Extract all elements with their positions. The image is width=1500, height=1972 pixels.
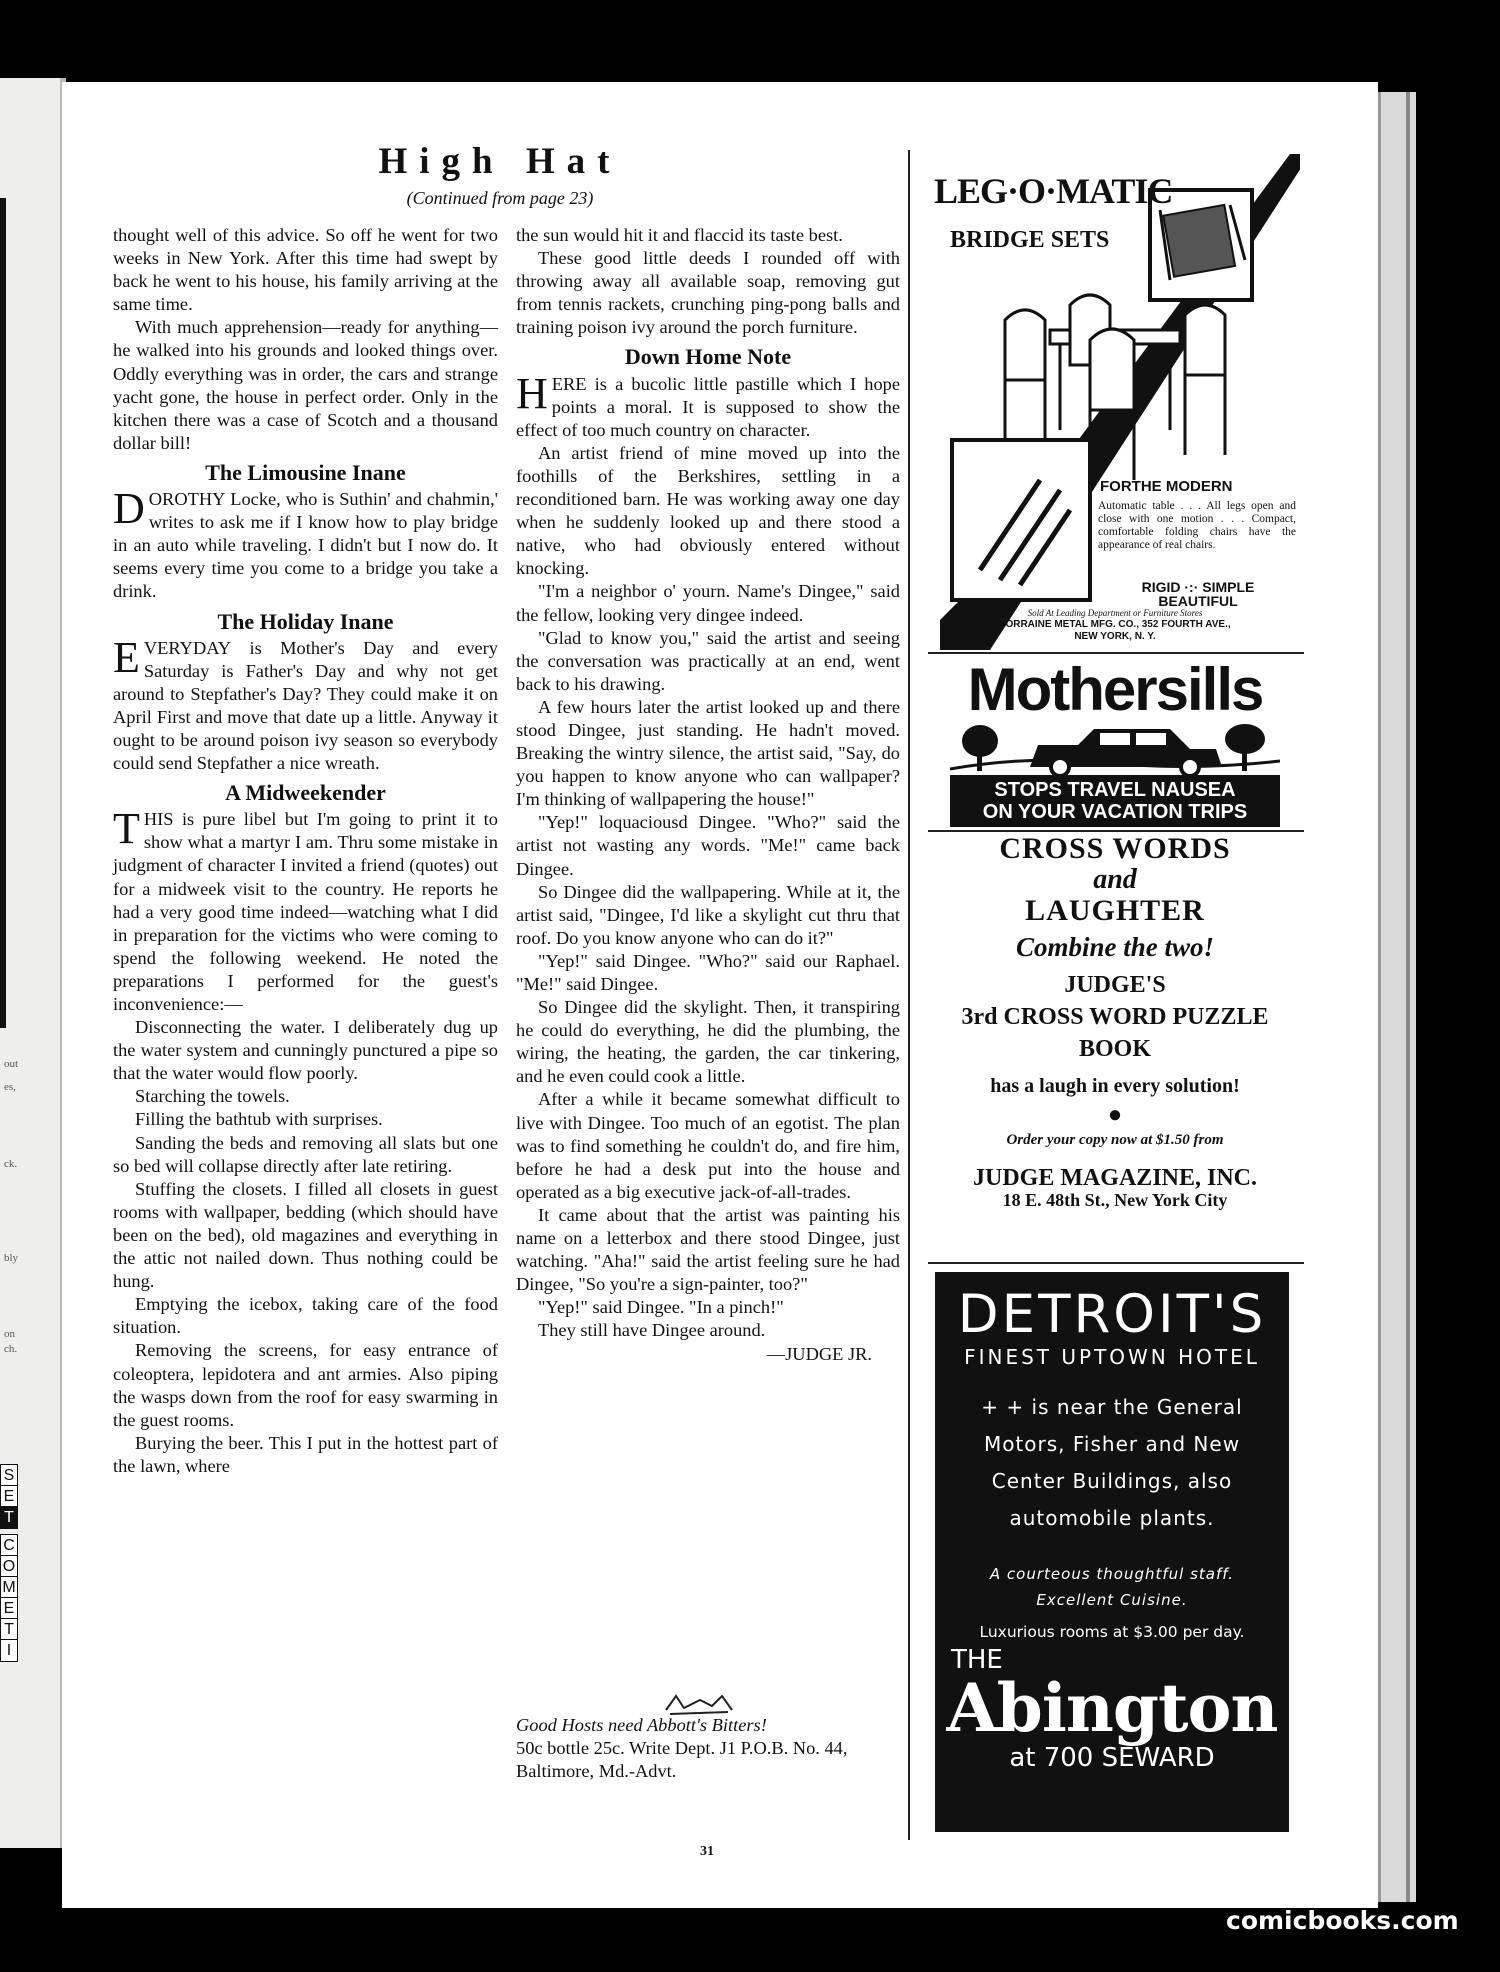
legomatic-brand: LEG·O·MATIC xyxy=(934,171,1173,211)
left-page-fragment: on xyxy=(4,1328,15,1340)
publisher-address: 18 E. 48th St., New York City xyxy=(1002,1190,1228,1210)
abington-hotel-ad xyxy=(935,1272,1289,1832)
location-line: + + is near the General xyxy=(981,1395,1243,1419)
comet-letter: E xyxy=(0,1597,18,1620)
left-page-fragment: bly xyxy=(4,1252,19,1264)
left-page-fragment: ch. xyxy=(4,1343,18,1355)
small-caps-lead: OROTHY xyxy=(148,489,226,510)
drop-cap: H xyxy=(516,368,548,418)
section-heading: The Holiday Inane xyxy=(217,608,394,634)
tagline-line: RIGID ·:· SIMPLE xyxy=(1141,579,1255,595)
book-title-line: JUDGE'S xyxy=(1064,972,1166,998)
set-letter: E xyxy=(0,1485,18,1508)
maker-city: NEW YORK, N. Y. xyxy=(1074,631,1156,642)
article-column-1 xyxy=(113,224,498,1478)
paragraph: "I'm a neighbor o' yourn. Name's Dingee," said the fellow, looking very dingee indeed. xyxy=(516,581,900,625)
service-line: A courteous thoughtful staff. xyxy=(989,1565,1235,1583)
left-page-fragment: ck. xyxy=(4,1158,18,1170)
article-title: High Hat xyxy=(378,141,622,182)
paragraph: They still have Dingee around. xyxy=(538,1320,766,1341)
paragraph: thought well of this advice. So off he went for two weeks in New York. After this time had swept by back he went to his house, his family arriving at the same time. xyxy=(113,225,498,315)
section-heading: The Limousine Inane xyxy=(205,459,406,485)
comet-letter: T xyxy=(0,1618,18,1641)
site-watermark: comicbooks.com xyxy=(1226,1906,1459,1935)
paragraph xyxy=(113,632,498,776)
left-page-fragment: out xyxy=(4,1058,19,1070)
tagline-line: STOPS TRAVEL NAUSEA xyxy=(994,779,1236,801)
set-letter: T xyxy=(0,1506,18,1529)
hotel-location xyxy=(935,1389,1289,1537)
mothersills-ad xyxy=(930,655,1300,830)
ad-claim: has a laugh in every solution! xyxy=(990,1075,1240,1097)
maker-line: LORRAINE METAL MFG. CO., 352 FOURTH AVE., xyxy=(999,619,1231,630)
hotel-headline: DETROIT'S xyxy=(957,1284,1267,1345)
bullet-icon: ● xyxy=(1107,1102,1123,1128)
legomatic-sold-at: Sold At Leading Department or Furniture Stores xyxy=(1027,608,1203,618)
paragraph: Disconnecting the water. I deliberately dug up the water system and cunningly punctured a pipe so that the water would flow poorly. xyxy=(113,1017,498,1084)
paragraph: These good little deeds I rounded off with throwing away all available soap, removing gut from tennis rackets, crunching ping-pong balls and training poison ivy around the porch furniture. xyxy=(516,248,900,338)
paragraph: It came about that the artist was painting his name on a letterbox and there stood Dingee, just watching. "Aha!" said the artist feeling sure he had Dingee, "So you're a sign-painter, too?" xyxy=(516,1204,900,1295)
car-illustration xyxy=(950,721,1280,777)
paragraph-text: Locke, who is Suthin' and chahmin,' writes to ask me if I know how to play bridge in an auto while traveling. I didn't but I now do. It seems every time you come to a bridge you take a drink. xyxy=(113,489,498,602)
paragraph: Filling the bathtub with surprises. xyxy=(135,1109,383,1130)
paragraph xyxy=(113,484,498,603)
drop-cap: D xyxy=(113,484,145,534)
column-divider xyxy=(908,150,910,1840)
legomatic-ad xyxy=(930,150,1300,650)
book-title-line: BOOK xyxy=(1078,1036,1151,1062)
paragraph: A few hours later the artist looked up and there stood Dingee, just standing. He hadn't moved. Breaking the wintry silence, the artist said, "Say, do you happen to know anyone who can wallpaper? I'm thinking of wallpapering the house!" xyxy=(516,696,900,810)
tagline-line: ON YOUR VACATION TRIPS xyxy=(982,801,1248,823)
paragraph: Sanding the beds and removing all slats but one so bed will collapse directly after late retiring. xyxy=(113,1132,498,1176)
judge-crossword-ad xyxy=(930,828,1300,1258)
service-line: Excellent Cuisine. xyxy=(1036,1591,1188,1609)
continued-note: (Continued from page 23) xyxy=(406,188,594,208)
hotel-subheadline: FINEST UPTOWN HOTEL xyxy=(964,1345,1260,1369)
hotel-name: Abington xyxy=(946,1669,1278,1747)
comet-letter: I xyxy=(0,1639,18,1662)
paragraph: Stuffing the closets. I filled all closets in guest rooms with wallpaper, bedding (which should have been on the bed), old magazines and everything in the attic not nailed down. Thus nothing could be hung. xyxy=(113,1178,498,1292)
paragraph: "Yep!" said Dingee. "Who?" said our Raphael. "Me!" said Dingee. xyxy=(516,950,900,994)
paragraph: Removing the screens, for easy entrance of coleoptera, lepidotera and ant armies. Also piping the wasps down from the roof for easy swarming in the guest rooms. xyxy=(113,1340,498,1430)
paragraph: So Dingee did the wallpapering. While at it, the artist said, "Dingee, I'd like a skylight cut thru that roof. Do you know anyone who can do it?" xyxy=(516,881,900,948)
paragraph: the sun would hit it and flaccid its taste best. xyxy=(516,225,843,245)
location-line: automobile plants. xyxy=(1009,1506,1215,1530)
hotel-service xyxy=(935,1561,1289,1613)
paragraph xyxy=(113,804,498,1016)
publisher-name: JUDGE MAGAZINE, INC. xyxy=(972,1165,1257,1191)
small-caps-lead: ERE xyxy=(551,373,587,394)
drop-cap: E xyxy=(113,632,140,682)
paragraph: Emptying the icebox, taking care of the food situation. xyxy=(113,1294,498,1338)
paragraph: "Yep!" said Dingee. "In a pinch!" xyxy=(538,1297,784,1318)
legomatic-maker xyxy=(930,619,1300,643)
comet-letter: C xyxy=(0,1534,18,1557)
paragraph-text: is a bucolic little pastille which I hope points a moral. It is supposed to show the effect of too much country on character. xyxy=(516,373,900,440)
legomatic-illustration xyxy=(930,150,1300,650)
left-page-dark-strip xyxy=(0,198,6,1028)
drop-cap: T xyxy=(113,804,140,854)
set-letter: S xyxy=(0,1464,18,1487)
hotel-rates: Luxurious rooms at $3.00 per day. xyxy=(979,1623,1245,1641)
location-line: Center Buildings, also xyxy=(991,1469,1233,1493)
legomatic-subtitle: BRIDGE SETS xyxy=(950,227,1110,253)
hand-drawn-doodle xyxy=(660,1690,740,1716)
small-caps-lead: HIS xyxy=(143,809,174,830)
paragraph: An artist friend of mine moved up into the foothills of the Berkshires, settling in a reconditioned barn. He was working away one day when he suddenly looked up and there stood a native, who had obviously entered without knocking. xyxy=(516,442,900,579)
paragraph: Starching the towels. xyxy=(135,1086,290,1107)
signature: —JUDGE JR. xyxy=(766,1343,872,1364)
paragraph: Burying the beer. This I put in the hottest part of the lawn, where xyxy=(113,1432,498,1476)
book-title-line: 3rd CROSS WORD PUZZLE xyxy=(961,1004,1269,1030)
paragraph: So Dingee did the skylight. Then, it transpiring he could do everything, he did the plumbing, the wiring, the heating, the garden, the car tinkering, and he even could cook a little. xyxy=(516,997,900,1087)
comet-letter: O xyxy=(0,1555,18,1578)
article-column-2 xyxy=(516,224,900,1366)
legomatic-description: Automatic table . . . All legs open and close with one motion . . . Compact, comfortable folding chairs have the appearance of real chairs. xyxy=(1098,500,1296,551)
paragraph: After a while it became somewhat difficult to live with Dingee. Too much of an egotist. The plan was to find something he couldn't do, and fire him, before he had a desk put into the house and operated as a big executive jack-of-all-trades. xyxy=(516,1089,900,1202)
paragraph xyxy=(516,368,900,442)
ad-headline: CROSS WORDS xyxy=(999,832,1231,865)
comet-letter: M xyxy=(0,1576,18,1599)
hotel-name-prefix: THE xyxy=(951,1645,1003,1675)
tagline-line: BEAUTIFUL xyxy=(1158,593,1238,609)
paragraph: With much apprehension—ready for anything—he walked into his grounds and looked things over. Oddly everything was in order, the cars and strange yacht gone, the house in perfect order. Only in the kitchen there was a case of Scotch and a thousand dollar bill! xyxy=(113,317,498,453)
mothersills-brand: Mothersills xyxy=(967,656,1263,723)
ad-divider xyxy=(928,652,1304,654)
order-note: Order your copy now at $1.50 from xyxy=(1006,1132,1224,1148)
book-title xyxy=(930,969,1300,1065)
mothersills-tagline xyxy=(950,775,1280,827)
ad-slogan: Combine the two! xyxy=(1015,932,1215,962)
paragraph-text: is pure libel but I'm going to print it to show what a martyr I am. Thru some mistake in judgment of character I invited a friend (quotes) out for a midweek visit to the country. He reports he had a very good time indeed—watching what I did in preparation for the victims who were coming to spend the following weekend. He noted the preparations I performed for the guest's inconvenience:— xyxy=(113,809,498,1014)
small-caps-lead: VERYDAY xyxy=(143,637,232,658)
ad-divider xyxy=(928,1262,1304,1264)
page-number: 31 xyxy=(700,1844,714,1859)
paragraph: "Yep!" loquaciousd Dingee. "Who?" said the artist not wasting any words. "Me!" came back Dingee. xyxy=(516,812,900,879)
legomatic-headline: FORTHE MODERN xyxy=(1100,478,1233,495)
page-stack-edge xyxy=(1378,92,1416,1902)
left-page-fragment: es, xyxy=(4,1081,16,1093)
ad-headline: LAUGHTER xyxy=(1025,894,1205,927)
section-heading: Down Home Note xyxy=(624,344,792,370)
paragraph: "Glad to know you," said the artist and seeing the conversation was practically at an end, went back to his drawing. xyxy=(516,627,900,694)
left-page-edge xyxy=(0,78,66,1848)
legomatic-tagline xyxy=(1098,580,1298,608)
location-line: Motors, Fisher and New xyxy=(983,1432,1241,1456)
ad-headline: and xyxy=(1093,864,1137,895)
paragraph-text: is Mother's Day and every Saturday is Father's Day and why not get around to Stepfather's Day? They could make it on April First and move that date up a little. Anyway it ought to be around poison ivy season so everybody could send Stepfather a nice wreath. xyxy=(113,637,498,774)
abbott-text: 50c bottle 25c. Write Dept. J1 P.O.B. No. 44, Baltimore, Md.-Advt. xyxy=(516,1738,848,1781)
abbott-bitters-notice xyxy=(516,1714,906,1783)
abbott-headline: Good Hosts need Abbott's Bitters! xyxy=(516,1715,767,1735)
section-heading: A Midweekender xyxy=(225,780,386,806)
hotel-address: at 700 SEWARD xyxy=(1009,1743,1215,1773)
